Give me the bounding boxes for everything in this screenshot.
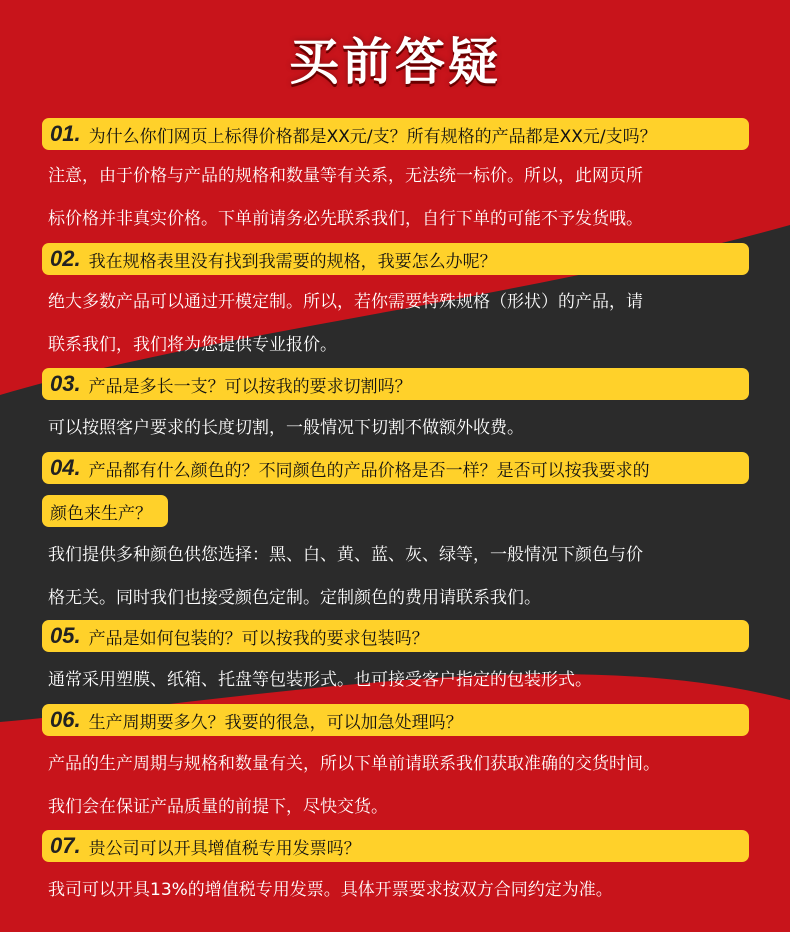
answer-1-line-2: 标价格并非真实价格。下单前请务必先联系我们，自行下单的可能不予发货哦。: [48, 209, 643, 229]
answer-2-line-2: 联系我们，我们将为您提供专业报价。: [48, 335, 337, 355]
question-5: [42, 620, 749, 652]
question-text: 颜色来生产？: [50, 503, 152, 524]
question-text: 产品都有什么颜色的？不同颜色的产品价格是否一样？是否可以按我要求的: [88, 460, 650, 481]
answer-6-line-2: 我们会在保证产品质量的前提下，尽快交货。: [48, 797, 388, 817]
question-6: [42, 704, 749, 736]
question-number: 07.: [50, 833, 81, 858]
question-text: 贵公司可以开具增值税专用发票吗？: [88, 838, 361, 859]
answer-1-line-1: 注意，由于价格与产品的规格和数量等有关系，无法统一标价。所以，此网页所: [48, 166, 643, 186]
question-number: 03.: [50, 371, 81, 396]
answer-2-line-1: 绝大多数产品可以通过开模定制。所以，若你需要特殊规格（形状）的产品，请: [48, 292, 643, 312]
question-number: 01.: [50, 121, 81, 146]
question-4-continued: [42, 495, 168, 527]
question-number: 05.: [50, 623, 81, 648]
question-text: 我在规格表里没有找到我需要的规格，我要怎么办呢？: [88, 251, 497, 272]
question-number: 02.: [50, 246, 81, 271]
question-text: 产品是多长一支？可以按我的要求切割吗？: [88, 376, 412, 397]
answer-4-line-1: 我们提供多种颜色供您选择：黑、白、黄、蓝、灰、绿等，一般情况下颜色与价: [48, 545, 643, 565]
question-2: [42, 243, 749, 275]
question-text: 产品是如何包装的？可以按我的要求包装吗？: [88, 628, 429, 649]
page-title: 买前答疑: [289, 33, 501, 91]
question-text: 为什么你们网页上标得价格都是XX元/支？所有规格的产品都是XX元/支吗？: [88, 126, 657, 147]
answer-5-line-1: 通常采用塑膜、纸箱、托盘等包装形式。也可接受客户指定的包装形式。: [48, 670, 592, 690]
question-1: [42, 118, 749, 150]
answer-4-line-2: 格无关。同时我们也接受颜色定制。定制颜色的费用请联系我们。: [48, 588, 541, 608]
question-3: [42, 368, 749, 400]
question-7: [42, 830, 749, 862]
answer-6-line-1: 产品的生产周期与规格和数量有关，所以下单前请联系我们获取准确的交货时间。: [48, 754, 660, 774]
question-4: [42, 452, 749, 484]
question-number: 04.: [50, 455, 81, 480]
answer-7-line-1: 我司可以开具13%的增值税专用发票。具体开票要求按双方合同约定为准。: [48, 880, 613, 900]
answer-3-line-1: 可以按照客户要求的长度切割，一般情况下切割不做额外收费。: [48, 418, 524, 438]
question-text: 生产周期要多久？我要的很急，可以加急处理吗？: [88, 712, 463, 733]
question-number: 06.: [50, 707, 81, 732]
